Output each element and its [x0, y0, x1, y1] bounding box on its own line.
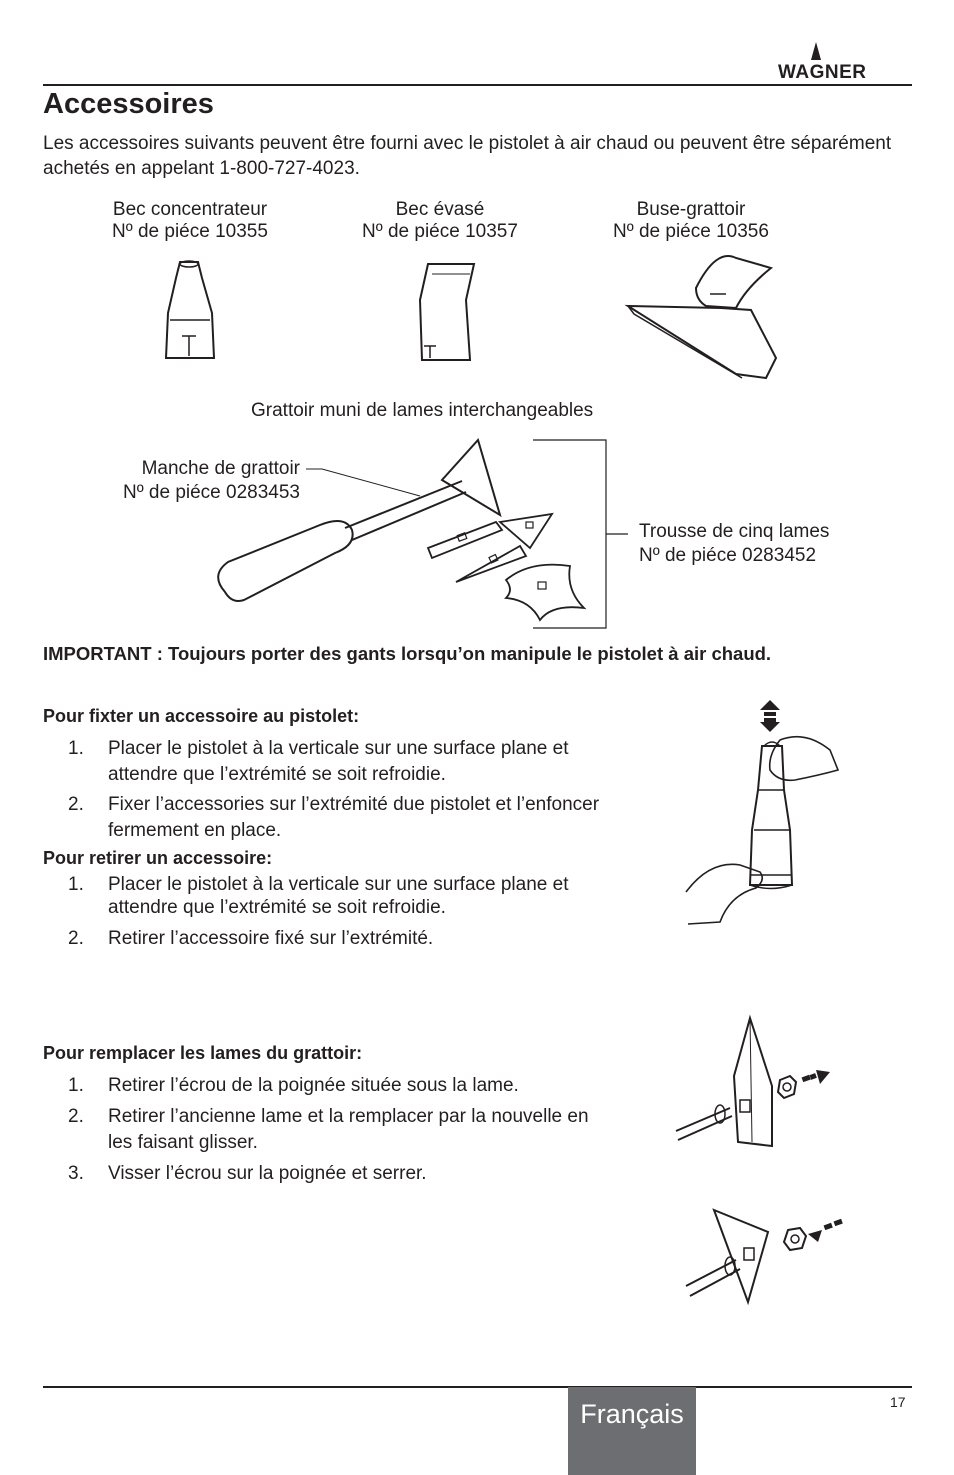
step-text: Placer le pistolet à la verticale sur une surface plane et attendre que l’extrémité se soit refroidie. — [108, 874, 569, 918]
step-text: Placer le pistolet à la verticale sur une surface plane et attendre que l’extrémité se soit refroidie. — [108, 738, 569, 785]
accessory-part: Nº de piéce 10355 — [112, 221, 268, 242]
accessory-name: Bec concentrateur — [112, 199, 268, 220]
step-text: Visser l’écrou sur la poignée et serrer. — [108, 1163, 427, 1184]
step-number: 2. — [68, 928, 84, 949]
accessory-name: Buse-grattoir — [636, 199, 746, 220]
handle-name: Manche de grattoir — [141, 458, 300, 479]
important-warning: IMPORTANT : Toujours porter des gants lorsqu’on manipule le pistolet à air chaud. — [43, 643, 772, 664]
scraper-title: Grattoir muni de lames interchangeables — [251, 400, 594, 421]
blade-install-illustration — [684, 1206, 854, 1306]
accessory-name: Bec évasé — [395, 199, 485, 220]
step-number: 3. — [68, 1163, 84, 1184]
language-tab-label: Français — [580, 1399, 684, 1429]
attach-heading: Pour fixter un accessoire au pistolet: — [43, 706, 360, 726]
page-title: Accessoires — [43, 88, 214, 120]
language-tab — [568, 1387, 696, 1475]
heat-gun-attach-illustration — [680, 700, 850, 930]
step-text: Fixer l’accessories sur l’extrémité due pistolet et l’enfoncer fermement en place. — [108, 794, 600, 841]
intro-text: Les accessoires suivants peuvent être fourni avec le pistolet à air chaud ou peuvent être séparément achetés en appelant 1-800-727-4023. — [43, 133, 892, 179]
step-number: 2. — [68, 1106, 84, 1127]
step-number: 2. — [68, 794, 84, 815]
step-number: 1. — [68, 874, 84, 895]
kit-name: Trousse de cinq lames — [639, 521, 830, 542]
blade-removal-illustration — [672, 1016, 842, 1146]
remove-heading: Pour retirer un accessoire: — [43, 848, 273, 868]
replace-heading: Pour remplacer les lames du grattoir: — [43, 1043, 363, 1063]
scraper-kit-illustration — [0, 0, 954, 640]
wagner-logo-text: WAGNER — [778, 62, 867, 83]
kit-part: Nº de piéce 0283452 — [639, 545, 817, 566]
step-text: Retirer l’écrou de la poignée située sous la lame. — [108, 1075, 519, 1096]
accessory-part: Nº de piéce 10356 — [613, 221, 769, 242]
step-text: Retirer l’ancienne lame et la remplacer par la nouvelle en les faisant glisser. — [108, 1106, 589, 1153]
page-number: 17 — [890, 1394, 906, 1410]
footer-rule — [43, 1386, 912, 1388]
step-number: 1. — [68, 738, 84, 759]
step-number: 1. — [68, 1075, 84, 1096]
step-text: Retirer l’accessoire fixé sur l’extrémité. — [108, 928, 434, 949]
accessory-part: Nº de piéce 10357 — [362, 221, 518, 242]
handle-part: Nº de piéce 0283453 — [122, 482, 300, 503]
